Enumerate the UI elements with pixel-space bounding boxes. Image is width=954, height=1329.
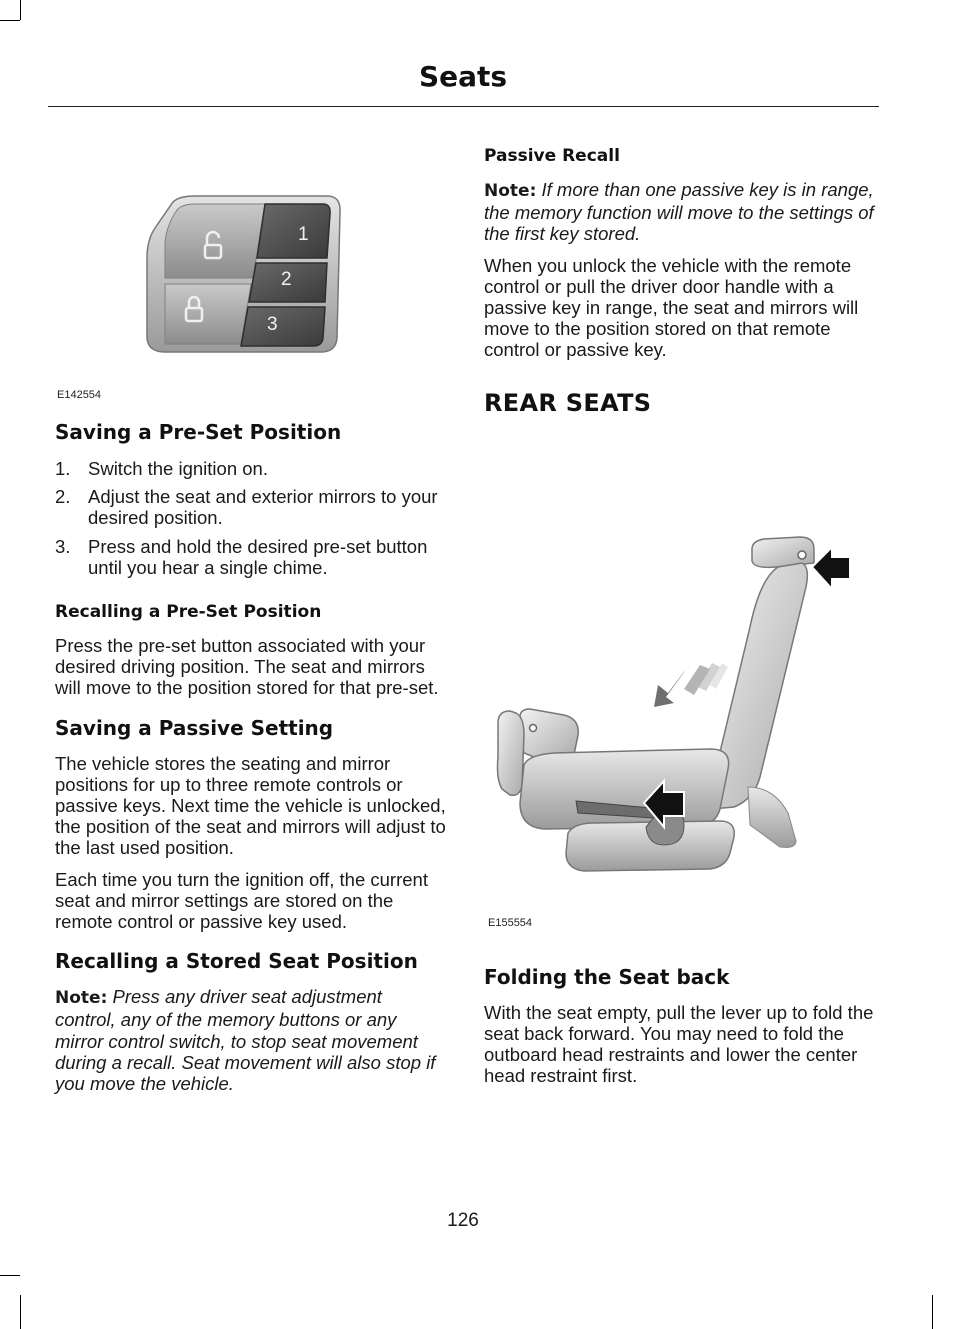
note-label: Note:: [484, 181, 537, 201]
passive-recall-note: [484, 179, 876, 245]
recall-stop-note: [55, 986, 447, 1094]
crop-mark: [0, 1275, 20, 1276]
memory-buttons-figure: [55, 130, 447, 401]
heading-passive-recall: Passive Recall: [484, 146, 620, 166]
saving-passive-body-2: Each time you turn the ignition off, the current seat and mirror settings are stored on the remote control or passive key used.: [55, 868, 428, 933]
figure-code: E142554: [57, 389, 102, 401]
heading-recalling-stored: Recalling a Stored Seat Position: [55, 949, 418, 974]
step-text: Press and hold the desired pre-set button until you hear a single chime.: [88, 535, 428, 578]
step-text: Switch the ignition on.: [88, 458, 268, 479]
list-item: [55, 536, 447, 578]
memory-button-3-label: 3: [267, 314, 278, 335]
memory-seat-buttons-illustration: [55, 130, 447, 385]
saving-passive-body-1: The vehicle stores the seating and mirror positions for up to three remote controls or passive keys. Next time the vehicle is unlocked, the position of the seat and mirrors will adjust to the last used position.: [55, 752, 446, 859]
headrest-release-button-icon: [798, 551, 806, 559]
heading-saving-passive: Saving a Passive Setting: [55, 715, 334, 740]
note-text: Press any driver seat adjustment control, any of the memory buttons or any mirror control switch, to stop seat movement during a recall. Seat movement will also stop if you move the vehicle.: [55, 986, 436, 1095]
step-number: 3.: [55, 535, 71, 557]
crop-mark: [20, 0, 21, 20]
heading-folding-seat-back: Folding the Seat back: [484, 964, 730, 989]
right-column: [484, 146, 876, 1086]
seat-pivot-icon: [530, 724, 537, 731]
memory-button-1-label: 1: [298, 224, 309, 245]
heading-recalling-preset: Recalling a Pre-Set Position: [55, 602, 322, 623]
left-column: [55, 130, 447, 1094]
step-text: Adjust the seat and exterior mirrors to your desired position.: [88, 486, 438, 529]
fold-direction-arrow-icon: [654, 663, 728, 707]
title-divider: [48, 106, 879, 107]
step-number: 1.: [55, 458, 71, 479]
heading-rear-seats: REAR SEATS: [484, 388, 652, 417]
list-item: [55, 486, 447, 528]
rear-seat-figure: [484, 417, 876, 965]
page-number: 126: [447, 1210, 479, 1231]
recalling-preset-body: Press the pre-set button associated with your desired driving position. The seat and mirrors will move to the position stored for that pre-set.: [55, 635, 439, 699]
passive-recall-body: When you unlock the vehicle with the remote control or pull the driver door handle with a passive key in range, the seat and mirrors will move to the position stored on that remote control or passive key.: [484, 254, 859, 361]
list-item: [55, 458, 447, 479]
figure-code: E155554: [488, 916, 533, 929]
note-label: Note:: [55, 988, 108, 1009]
memory-button-2-label: 2: [281, 269, 292, 290]
heading-saving-preset: Saving a Pre-Set Position: [55, 420, 342, 444]
crop-mark: [932, 1295, 933, 1329]
crop-mark: [0, 20, 20, 21]
note-text: If more than one passive key is in range, the memory function will move to the settings of the first key stored.: [484, 179, 874, 245]
page-title: Seats: [418, 60, 508, 93]
preset-steps-list: [55, 458, 447, 578]
folding-body: With the seat empty, pull the lever up to fold the seat back forward. You may need to fold the outboard head restraints and lower the center head restraint first.: [484, 1001, 874, 1087]
step-number: 2.: [55, 486, 71, 508]
headrest-arrow-icon: [812, 547, 850, 589]
crop-mark: [20, 1295, 21, 1329]
rear-seat-fold-illustration: [484, 417, 876, 965]
